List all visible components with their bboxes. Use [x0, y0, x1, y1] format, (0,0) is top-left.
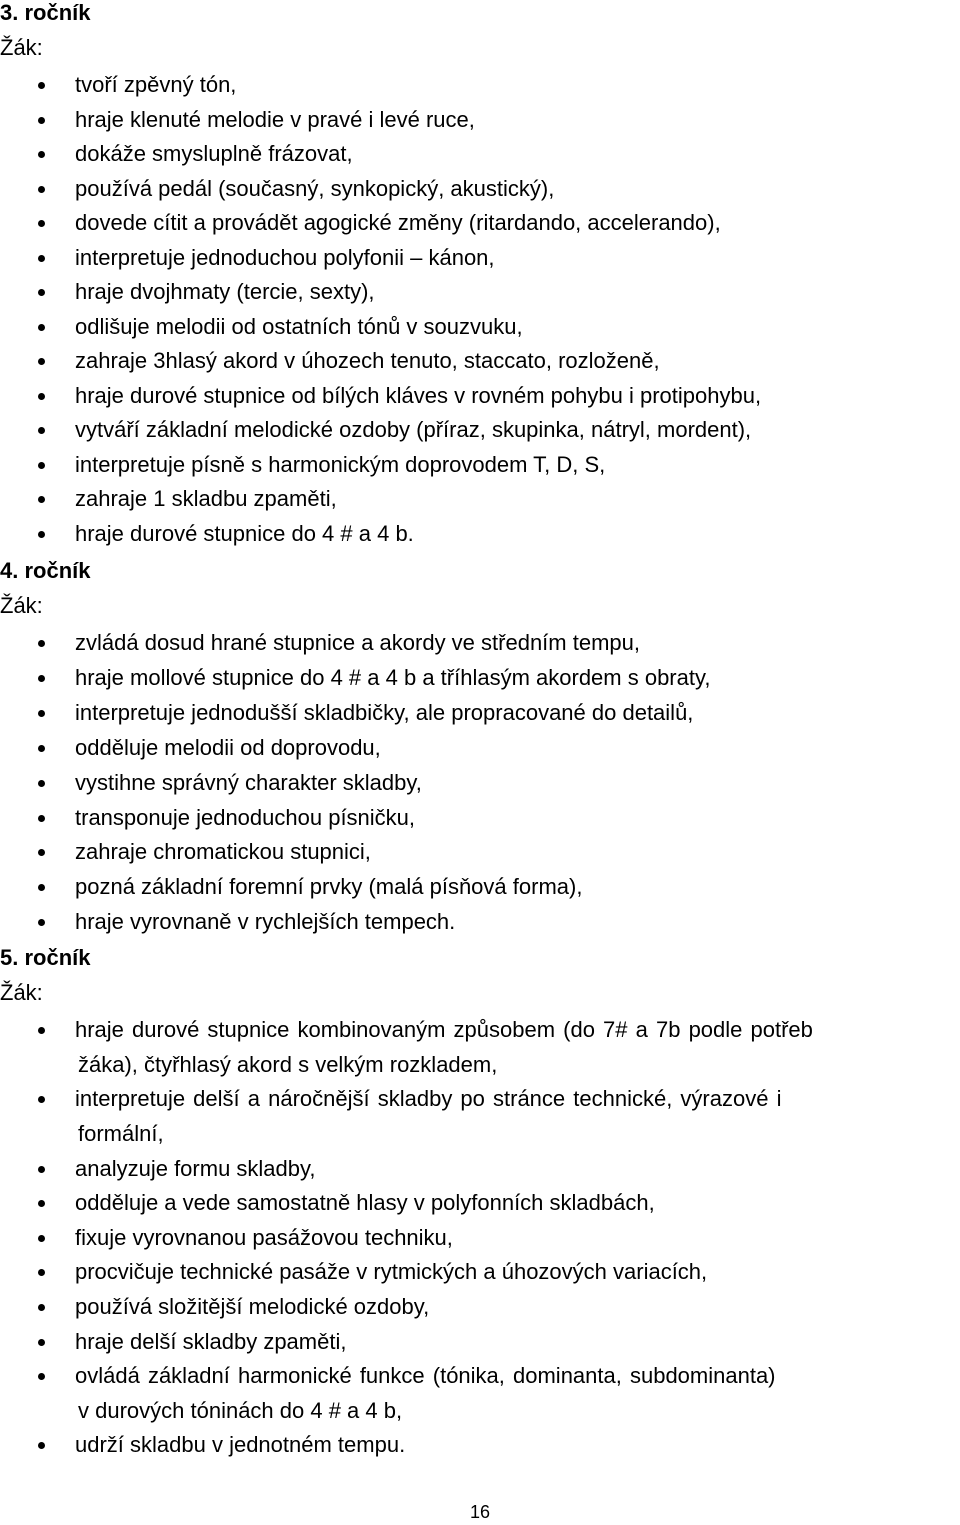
list-item: hraje durové stupnice kombinovaným způsobem (do 7# a 7b podle potřeb žáka), čtyřhlasý akord s velkým rozkladem, [0, 1013, 960, 1082]
list-item: vystihne správný charakter skladby, [0, 766, 960, 801]
list-item: hraje durové stupnice do 4 # a 4 b. [0, 517, 960, 552]
bullet-icon [38, 849, 45, 856]
list-item: interpretuje jednoduchou polyfonii – kánon, [0, 241, 960, 276]
objectives-list [0, 68, 960, 551]
bullet-icon [38, 531, 45, 538]
bullet-icon [38, 1304, 45, 1311]
bullet-icon [38, 1096, 45, 1103]
section-grade-4 [0, 554, 960, 940]
list-item: procvičuje technické pasáže v rytmických a úhozových variacích, [0, 1255, 960, 1290]
list-item: zahraje 3hlasý akord v úhozech tenuto, staccato, rozloženě, [0, 344, 960, 379]
bullet-icon [38, 710, 45, 717]
objectives-list [0, 626, 960, 940]
list-item: zahraje 1 skladbu zpaměti, [0, 482, 960, 517]
bullet-icon [38, 82, 45, 89]
list-item: interpretuje písně s harmonickým doprovodem T, D, S, [0, 448, 960, 483]
bullet-icon [38, 289, 45, 296]
bullet-icon [38, 358, 45, 365]
list-item: hraje mollové stupnice do 4 # a 4 b a tříhlasým akordem s obraty, [0, 661, 960, 696]
bullet-icon [38, 462, 45, 469]
list-item: zvládá dosud hrané stupnice a akordy ve středním tempu, [0, 626, 960, 661]
bullet-icon [38, 1339, 45, 1346]
bullet-icon [38, 151, 45, 158]
bullet-icon [38, 496, 45, 503]
section-grade-3 [0, 0, 960, 551]
bullet-icon [38, 220, 45, 227]
list-item: zahraje chromatickou stupnici, [0, 835, 960, 870]
bullet-icon [38, 1373, 45, 1380]
bullet-icon [38, 745, 45, 752]
bullet-icon [38, 1269, 45, 1276]
list-item: hraje durové stupnice od bílých kláves v rovném pohybu i protipohybu, [0, 379, 960, 414]
bullet-icon [38, 640, 45, 647]
list-item: hraje vyrovnaně v rychlejších tempech. [0, 905, 960, 940]
bullet-icon [38, 117, 45, 124]
section-title: 5. ročník [0, 945, 91, 971]
list-item: používá pedál (současný, synkopický, akustický), [0, 172, 960, 207]
section-subtitle: Žák: [0, 979, 43, 1005]
bullet-icon [38, 427, 45, 434]
page-number: 16 [469, 1502, 491, 1522]
list-item: analyzuje formu skladby, [0, 1152, 960, 1187]
bullet-icon [38, 1027, 45, 1034]
bullet-icon [38, 780, 45, 787]
bullet-icon [38, 1200, 45, 1207]
list-item: odděluje a vede samostatně hlasy v polyfonních skladbách, [0, 1186, 960, 1221]
bullet-icon [38, 186, 45, 193]
list-item: pozná základní foremní prvky (malá písňová forma), [0, 870, 960, 905]
bullet-icon [38, 919, 45, 926]
list-item: interpretuje jednodušší skladbičky, ale propracované do detailů, [0, 696, 960, 731]
list-item: hraje delší skladby zpaměti, [0, 1325, 960, 1360]
list-item: hraje dvojhmaty (tercie, sexty), [0, 275, 960, 310]
bullet-icon [38, 1166, 45, 1173]
objectives-list [0, 1013, 960, 1463]
bullet-icon [38, 884, 45, 891]
bullet-icon [38, 393, 45, 400]
list-item: odlišuje melodii od ostatních tónů v souzvuku, [0, 310, 960, 345]
section-title: 4. ročník [0, 558, 91, 583]
section-subtitle: Žák: [0, 592, 43, 618]
list-item: vytváří základní melodické ozdoby (příraz, skupinka, nátryl, mordent), [0, 413, 960, 448]
bullet-icon [38, 1235, 45, 1242]
list-item: odděluje melodii od doprovodu, [0, 731, 960, 766]
section-title: 3. ročník [0, 0, 91, 25]
list-item: dovede cítit a provádět agogické změny (ritardando, accelerando), [0, 206, 960, 241]
list-item: hraje klenuté melodie v pravé i levé ruce, [0, 103, 960, 138]
list-item: udrží skladbu v jednotném tempu. [0, 1428, 960, 1463]
list-item: transponuje jednoduchou písničku, [0, 801, 960, 836]
list-item: dokáže smysluplně frázovat, [0, 137, 960, 172]
bullet-icon [38, 815, 45, 822]
section-subtitle: Žák: [0, 34, 43, 60]
bullet-icon [38, 675, 45, 682]
list-item: interpretuje delší a náročnější skladby po stránce technické, výrazové i formální, [0, 1082, 960, 1151]
list-item: fixuje vyrovnanou pasážovou techniku, [0, 1221, 960, 1256]
bullet-icon [38, 1442, 45, 1449]
section-grade-5 [0, 941, 960, 1463]
list-item: ovládá základní harmonické funkce (tónika, dominanta, subdominanta) v durových tóninách do 4 # a 4 b, [0, 1359, 960, 1428]
list-item: používá složitější melodické ozdoby, [0, 1290, 960, 1325]
bullet-icon [38, 255, 45, 262]
bullet-icon [38, 324, 45, 331]
list-item: tvoří zpěvný tón, [0, 68, 960, 103]
